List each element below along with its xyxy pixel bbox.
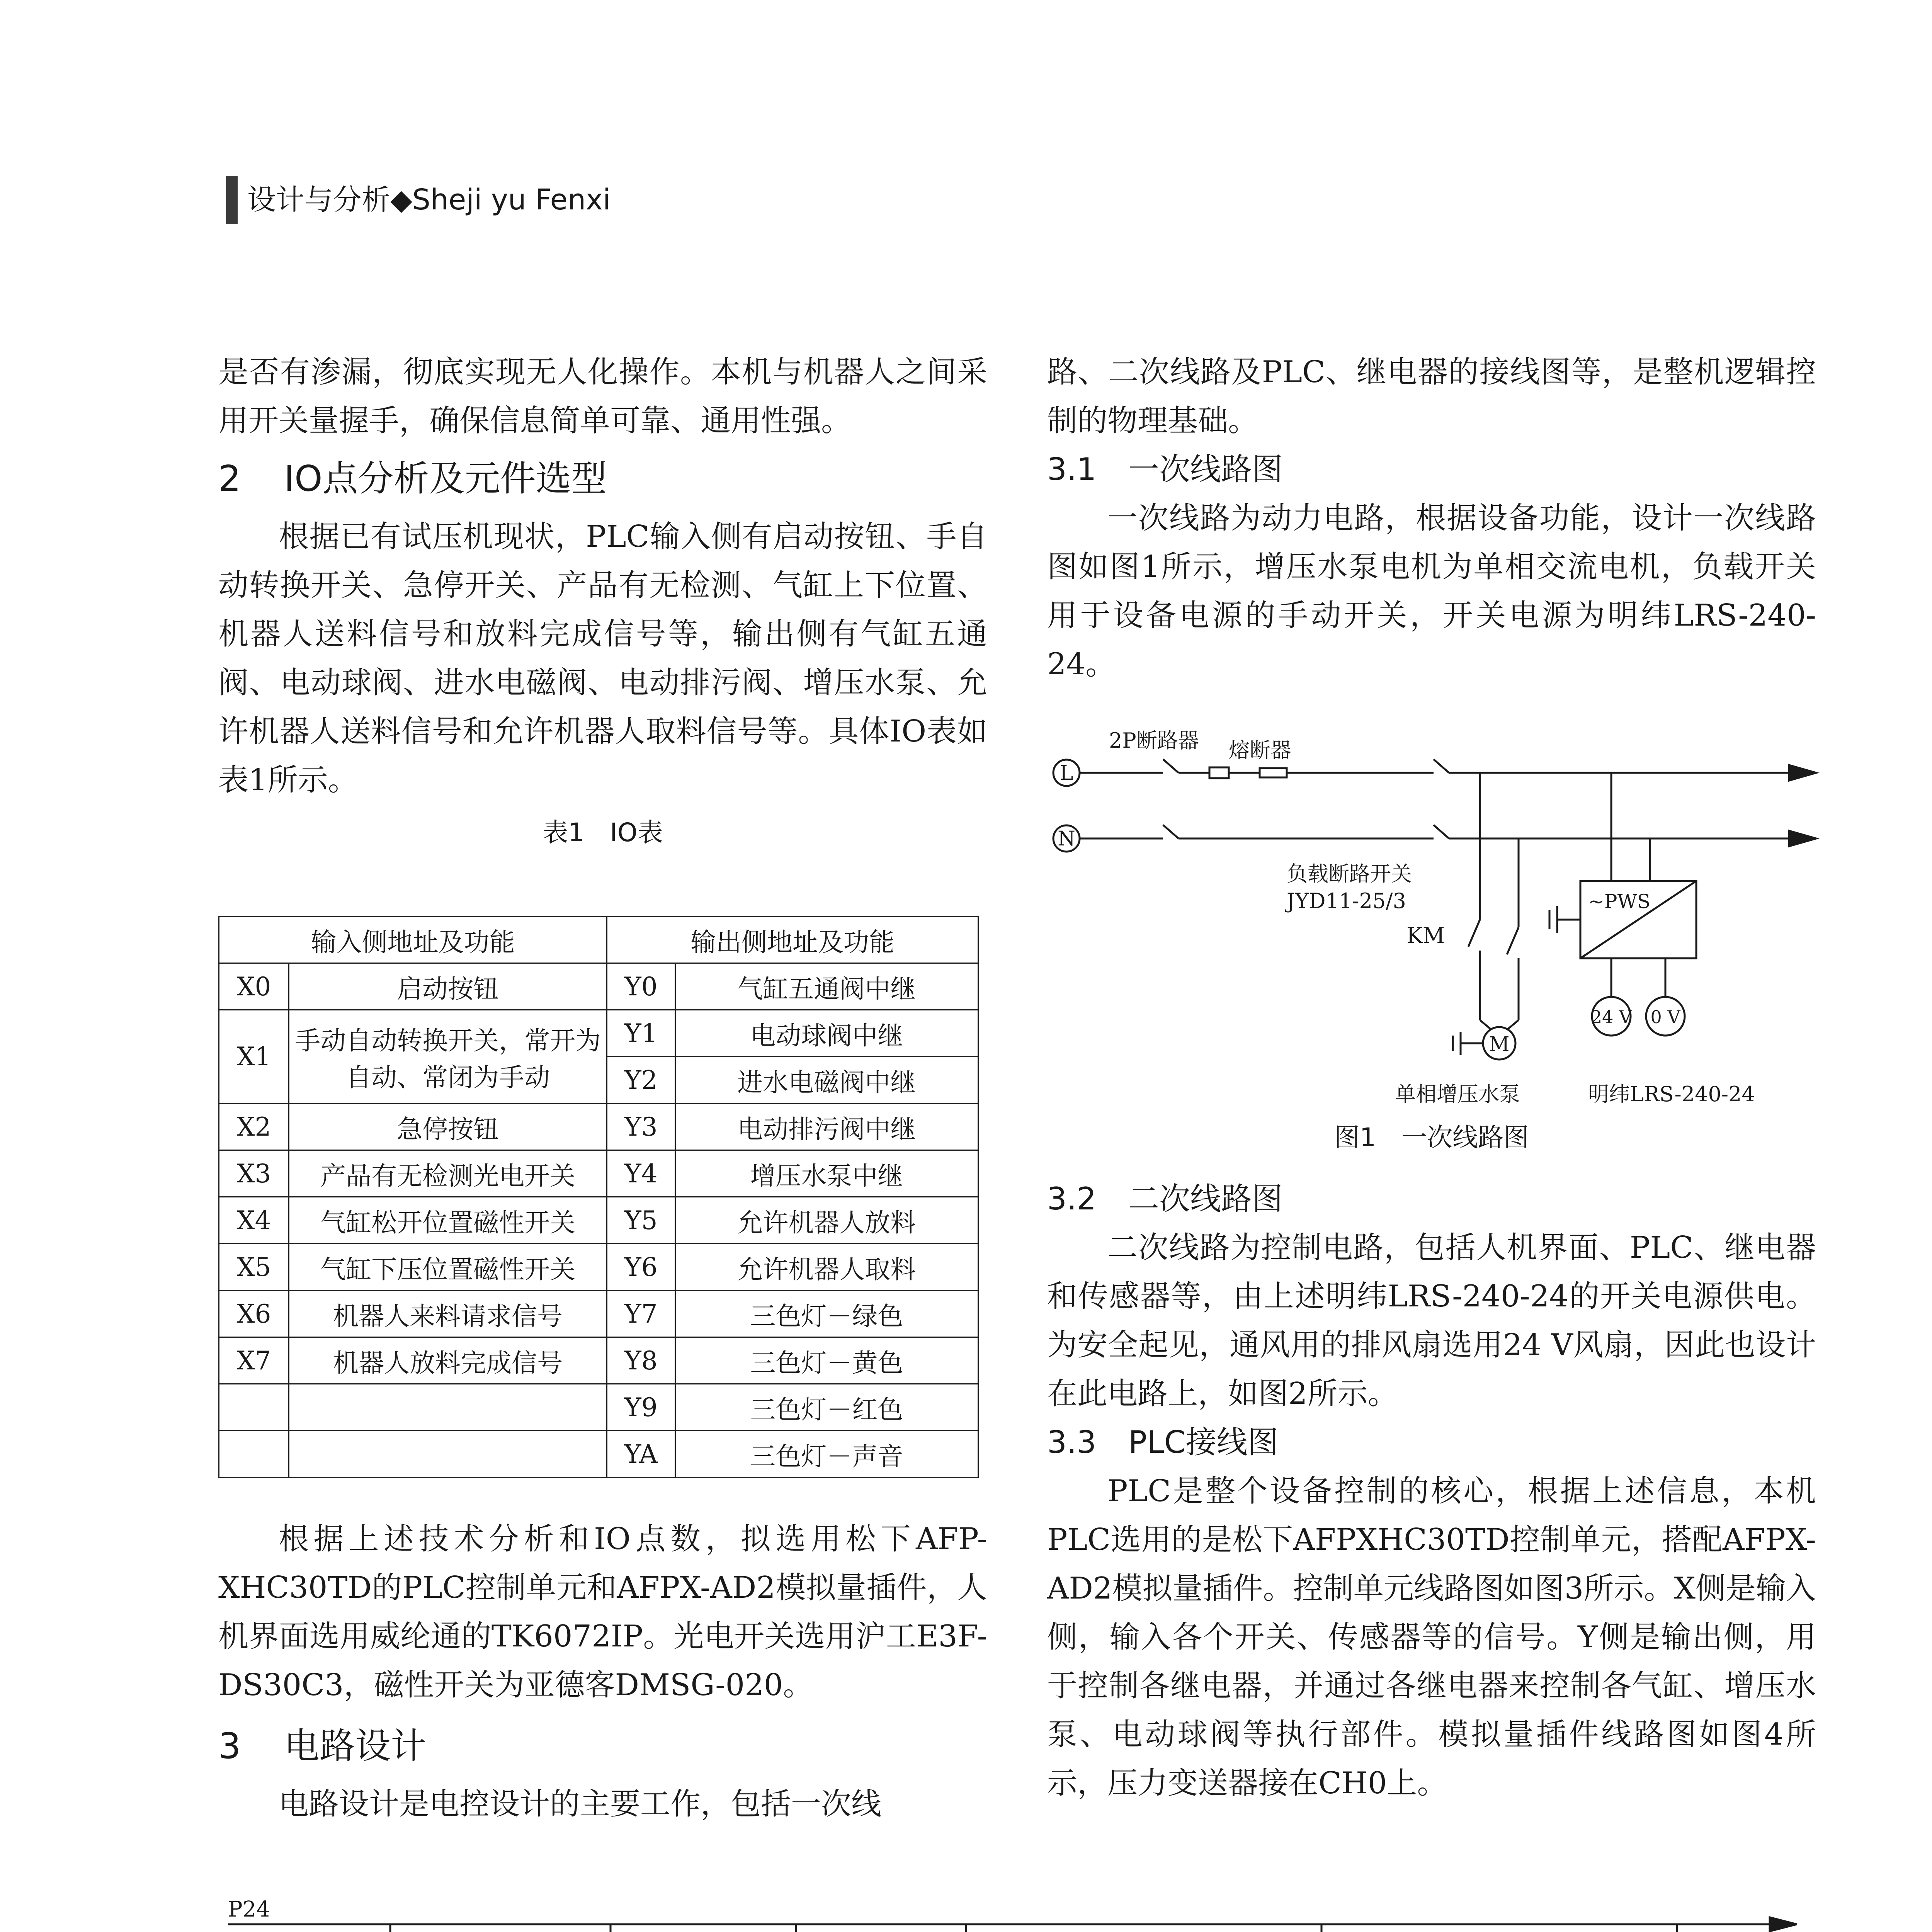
output-function: 三色灯－绿色 — [675, 1291, 978, 1337]
table-row — [219, 1337, 978, 1384]
section-heading-3-2: 3.2 二次线路图 — [1047, 1181, 1283, 1217]
input-address: X1 — [219, 1010, 289, 1104]
output-address: Y0 — [607, 963, 675, 1010]
arrow-icon — [1770, 1917, 1797, 1931]
output-address: Y2 — [607, 1057, 675, 1104]
output-address: Y9 — [607, 1384, 675, 1431]
output-function: 电动排污阀中继 — [675, 1104, 978, 1150]
input-address: X3 — [219, 1150, 289, 1197]
figure-2-secondary-circuit — [216, 1893, 1801, 1932]
table-row — [219, 1431, 978, 1478]
pump-label: 单相增压水泵 — [1395, 1082, 1520, 1106]
output-address: Y5 — [607, 1197, 675, 1244]
table-cell-empty — [289, 1431, 607, 1478]
figure-1-caption: 图1 一次线路图 — [1334, 1122, 1529, 1152]
p24-label: P24 — [228, 1897, 270, 1922]
input-function: 气缸下压位置磁性开关 — [289, 1244, 607, 1291]
n-line — [1080, 825, 1209, 838]
paragraph: 二次线路为控制电路，包括人机界面、PLC、继电器和传感器等，由上述明纬LRS-240-24的开关电源供电。为安全起见，通风用的排风扇选用24 V风扇，因此也设计在此电路上，如图2所示。 — [1047, 1230, 1816, 1411]
output-address: Y4 — [607, 1150, 675, 1197]
psu-input — [1611, 773, 1650, 881]
paragraph: 一次线路为动力电路，根据设备功能，设计一次线路图如图1所示，增压水泵电机为单相交流电机，负载开关用于设备电源的手动开关，开关电源为明纬LRS-240-24。 — [1047, 501, 1816, 682]
photo-wiring — [1321, 1924, 1445, 1932]
table-cell-empty — [219, 1384, 289, 1431]
output-address: YA — [607, 1431, 675, 1478]
l-main — [1229, 759, 1789, 773]
output-function: 增压水泵中继 — [675, 1150, 978, 1197]
output-function: 气缸五通阀中继 — [675, 963, 978, 1010]
input-address: X6 — [219, 1291, 289, 1337]
table-row — [219, 1384, 978, 1431]
table-row — [219, 1244, 978, 1291]
output-address: Y8 — [607, 1337, 675, 1384]
n-main — [1209, 825, 1789, 838]
table-header-row — [219, 917, 978, 963]
input-address: X0 — [219, 963, 289, 1010]
right-column — [1047, 348, 1816, 689]
table-row — [219, 963, 978, 1010]
output-function: 允许机器人放料 — [675, 1197, 978, 1244]
lamp-wiring — [390, 1924, 487, 1932]
label-l: L — [1060, 762, 1073, 785]
section-heading-2: 2 IO点分析及元件选型 — [218, 458, 607, 499]
table-row — [219, 1104, 978, 1150]
output-function: 三色灯－黄色 — [675, 1337, 978, 1384]
section-heading-3-1: 3.1 一次线路图 — [1047, 451, 1283, 487]
output-function: 三色灯－声音 — [675, 1431, 978, 1478]
table-row — [219, 1150, 978, 1197]
label-24v: 24 V — [1590, 1007, 1632, 1027]
input-function: 急停按钮 — [289, 1104, 607, 1150]
left-column-lower — [218, 1515, 987, 1828]
motor-label: M — [1489, 1033, 1510, 1056]
table-caption: 表1 IO表 — [543, 818, 663, 847]
label-0v: 0 V — [1650, 1007, 1680, 1027]
psu-pws-label: ~PWS — [1588, 890, 1651, 913]
paragraph: 电路设计是电控设计的主要工作，包括一次线 — [279, 1787, 882, 1821]
paragraph: 是否有渗漏，彻底实现无人化操作。本机与机器人之间采用开关量握手，确保信息简单可靠、通用性强。 — [218, 355, 987, 438]
psu-ground — [1549, 906, 1580, 933]
pressure-wiring — [1677, 1924, 1758, 1932]
paragraph: PLC是整个设备控制的核心，根据上述信息，本机PLC选用的是松下AFPXHC30TD控制单元，搭配AFPX-AD2模拟量插件。控制单元线路图如图3所示。X侧是输入侧，输入各个开关、传感器等的信号。Y侧是输出侧，用于控制各继电器，并通过各继电器来控制各气缸、增压水泵、电动球阀等执行部件。模拟量插件线路图如图4所示，压力变送器接在CH0上。 — [1047, 1474, 1816, 1801]
input-address: X2 — [219, 1104, 289, 1150]
plc-wiring — [611, 1924, 726, 1932]
table-row — [219, 1291, 978, 1337]
fuse-label: 熔断器 — [1229, 738, 1291, 762]
arrow-icon — [1789, 831, 1816, 846]
section-heading-3-3: 3.3 PLC接线图 — [1047, 1424, 1279, 1460]
input-function: 气缸松开位置磁性开关 — [289, 1197, 607, 1244]
output-function: 电动球阀中继 — [675, 1010, 978, 1057]
km-contact-l — [1468, 773, 1480, 1020]
table-cell-empty — [219, 1431, 289, 1478]
input-function: 机器人放料完成信号 — [289, 1337, 607, 1384]
figure-1-primary-circuit — [1047, 711, 1820, 1175]
output-function: 三色灯－红色 — [675, 1384, 978, 1431]
table-row — [219, 1197, 978, 1244]
input-function: 产品有无检测光电开关 — [289, 1150, 607, 1197]
load-switch-label: 负载断路开关 — [1287, 862, 1412, 886]
l-line — [1080, 759, 1209, 773]
arrow-icon — [1789, 765, 1816, 781]
psu-output — [1611, 958, 1665, 997]
km-contact-n — [1507, 838, 1519, 1020]
input-function: 机器人来料请求信号 — [289, 1291, 607, 1337]
table-head-output: 输出侧地址及功能 — [607, 917, 978, 963]
paragraph: 根据已有试压机现状，PLC输入侧有启动按钮、手自动转换开关、急停开关、产品有无检测、气缸上下位置、机器人送料信号和放料完成信号等，输出侧有气缸五通阀、电动球阀、进水电磁阀、电动排污阀、增压水泵、允许机器人送料信号和允许机器人取料信号等。具体IO表如表1所示。 — [218, 519, 987, 798]
header-bar — [226, 176, 238, 224]
input-address: X7 — [219, 1337, 289, 1384]
table-cell-empty — [289, 1384, 607, 1431]
breaker-label: 2P断路器 — [1109, 728, 1199, 753]
input-address: X4 — [219, 1197, 289, 1244]
km-label: KM — [1406, 923, 1445, 948]
input-address: X5 — [219, 1244, 289, 1291]
section-heading-3: 3 电路设计 — [218, 1725, 427, 1767]
label-n: N — [1058, 827, 1075, 850]
output-function: 允许机器人取料 — [675, 1244, 978, 1291]
table-row — [219, 1010, 978, 1057]
input-function: 手动自动转换开关，常开为自动、常闭为手动 — [289, 1010, 607, 1104]
paragraph: 根据上述技术分析和IO点数，拟选用松下AFP-XHC30TD的PLC控制单元和AFPX-AD2模拟量插件，人机界面选用威纶通的TK6072IP。光电开关选用沪工E3F-DS30C3，磁性开关为亚德客DMSG-020。 — [218, 1522, 987, 1702]
input-function: 启动按钮 — [289, 963, 607, 1010]
output-address: Y1 — [607, 1010, 675, 1057]
load-switch-model: JYD11-25/3 — [1287, 889, 1406, 913]
left-column — [218, 348, 987, 857]
psu-label: 明纬LRS-240-24 — [1588, 1082, 1755, 1106]
paragraph: 路、二次线路及PLC、继电器的接线图等，是整机逻辑控制的物理基础。 — [1047, 355, 1816, 438]
output-address: Y7 — [607, 1291, 675, 1337]
output-function: 进水电磁阀中继 — [675, 1057, 978, 1104]
table-head-input: 输入侧地址及功能 — [219, 917, 607, 963]
right-column-lower — [1047, 1175, 1816, 1808]
io-table — [218, 916, 979, 1478]
running-header: 设计与分析◆Sheji yu Fenxi — [247, 183, 611, 216]
breaker-symbol — [1209, 767, 1229, 778]
fuse-icon — [1260, 768, 1287, 777]
relay-wiring — [796, 1924, 896, 1932]
output-address: Y3 — [607, 1104, 675, 1150]
output-address: Y6 — [607, 1244, 675, 1291]
